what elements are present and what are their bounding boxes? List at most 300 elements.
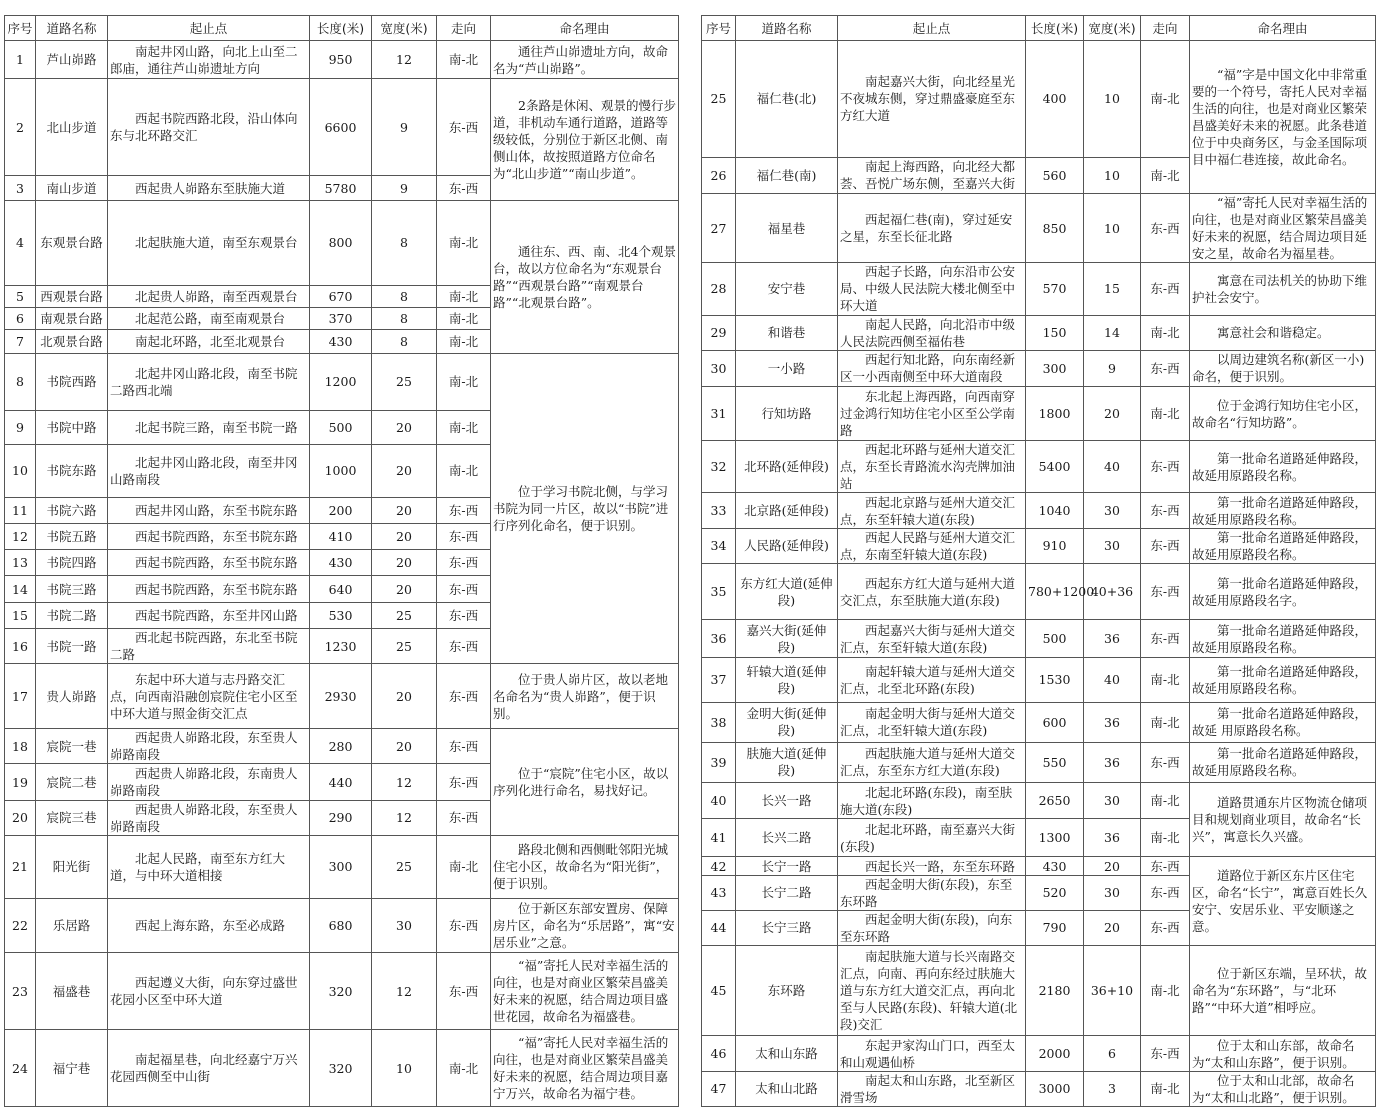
cell-road-name: 福宁巷	[36, 1030, 108, 1107]
cell-length: 430	[310, 550, 372, 576]
cell-route: 西起贵人峁路东至肤施大道	[108, 176, 310, 200]
cell-direction: 南-北	[437, 1030, 491, 1107]
cell-road-name: 福盛巷	[36, 953, 108, 1030]
cell-width: 40	[1084, 441, 1141, 493]
cell-direction: 南-北	[437, 307, 491, 329]
cell-number: 24	[5, 1030, 36, 1107]
cell-route: 东北起上海西路，向西南穿过金鸿行知坊住宅小区至公学南路	[838, 386, 1026, 440]
header-name: 道路名称	[36, 16, 108, 41]
cell-direction: 东-西	[1141, 742, 1190, 782]
cell-number: 20	[5, 800, 36, 835]
table-row	[702, 441, 1376, 493]
cell-direction: 东-西	[1141, 857, 1190, 875]
cell-width: 9	[1084, 350, 1141, 386]
table-row	[5, 729, 679, 764]
cell-width: 20	[372, 445, 437, 498]
cell-route: 西起东方红大道与延州大道交汇点，东至肤施大道(东段)	[838, 563, 1026, 619]
cell-direction: 东-西	[437, 523, 491, 549]
cell-length: 520	[1026, 875, 1084, 910]
cell-naming-reason: 第一批命名道路延伸路段，故延用原路段名称。	[1190, 658, 1376, 702]
cell-naming-reason: 第一批命名道路延伸路段，故延用原路段名字。	[1190, 563, 1376, 619]
cell-naming-reason: 通往东、西、南、北4个观景台，故以方位命名为“东观景台路”“西观景台路”“南观景台路”“北观景台路”。	[491, 200, 679, 354]
cell-number: 3	[5, 176, 36, 200]
cell-number: 10	[5, 445, 36, 498]
road-table-right	[701, 15, 1376, 1107]
table-row	[702, 620, 1376, 658]
page-bottom-margin	[0, 1108, 1390, 1116]
cell-width: 20	[372, 729, 437, 764]
cell-width: 15	[1084, 263, 1141, 315]
cell-length: 320	[310, 953, 372, 1030]
cell-naming-reason: 位于太和山北部，故命名为“太和山北路”，便于识别。	[1190, 1071, 1376, 1106]
table-row	[702, 315, 1376, 350]
cell-route: 南起上海西路，向北经大都荟、吾悦广场东侧，至嘉兴大街	[838, 157, 1026, 193]
cell-direction: 东-西	[437, 764, 491, 800]
cell-width: 8	[372, 200, 437, 285]
cell-direction: 南-北	[1141, 819, 1190, 857]
cell-number: 12	[5, 523, 36, 549]
table-row	[702, 386, 1376, 440]
cell-route: 西起书院西路北段，沿山体向东与北环路交汇	[108, 79, 310, 176]
table-row	[5, 953, 679, 1030]
cell-road-name: 北山步道	[36, 79, 108, 176]
cell-route: 西起贵人峁路北段，东至贵人峁路南段	[108, 800, 310, 835]
cell-number: 6	[5, 307, 36, 329]
cell-number: 30	[702, 350, 736, 386]
cell-width: 20	[1084, 857, 1141, 875]
cell-road-name: 书院中路	[36, 410, 108, 444]
cell-direction: 南-北	[1141, 157, 1190, 193]
cell-naming-reason: 位于“宸院”住宅小区，故以序列化进行命名，易找好记。	[491, 729, 679, 836]
cell-road-name: 书院六路	[36, 497, 108, 523]
cell-length: 790	[1026, 910, 1084, 945]
header-no: 序号	[702, 16, 736, 41]
cell-length: 370	[310, 307, 372, 329]
cell-width: 8	[372, 329, 437, 353]
cell-length: 530	[310, 602, 372, 628]
cell-road-name: 行知坊路	[736, 386, 838, 440]
cell-route: 西起金明大街(东段)，向东至东环路	[838, 910, 1026, 945]
cell-width: 36	[1084, 620, 1141, 658]
cell-number: 35	[702, 563, 736, 619]
cell-direction: 东-西	[1141, 350, 1190, 386]
cell-length: 570	[1026, 263, 1084, 315]
cell-naming-reason: 路段北侧和西侧毗邻阳光城住宅小区，故命名为“阳光街”，便于识别。	[491, 836, 679, 899]
cell-direction: 南-北	[1141, 658, 1190, 702]
cell-number: 5	[5, 285, 36, 307]
cell-road-name: 书院西路	[36, 354, 108, 411]
cell-length: 400	[1026, 41, 1084, 158]
cell-width: 25	[372, 354, 437, 411]
cell-direction: 南-北	[437, 329, 491, 353]
cell-length: 1040	[1026, 493, 1084, 528]
cell-road-name: 南山步道	[36, 176, 108, 200]
cell-length: 680	[310, 898, 372, 953]
cell-route: 东起尹家沟山门口，西至太和山观遇仙桥	[838, 1036, 1026, 1071]
cell-direction: 南-北	[1141, 41, 1190, 158]
cell-naming-reason: 位于贵人峁片区，故以老地名命名为“贵人峁路”，便于识别。	[491, 664, 679, 729]
cell-number: 41	[702, 819, 736, 857]
cell-route: 北起井冈山路北段，南至井冈山路南段	[108, 445, 310, 498]
cell-width: 20	[372, 550, 437, 576]
cell-route: 西起金明大街(东段)，东至东环路	[838, 875, 1026, 910]
table-row	[702, 350, 1376, 386]
cell-direction: 东-西	[1141, 1036, 1190, 1071]
cell-width: 10	[1084, 193, 1141, 262]
table-row	[5, 1030, 679, 1107]
header-width: 宽度(米)	[1084, 16, 1141, 41]
cell-width: 12	[372, 764, 437, 800]
cell-number: 18	[5, 729, 36, 764]
header-reason: 命名理由	[491, 16, 679, 41]
table-row	[702, 193, 1376, 262]
cell-route: 西起遵义大街，向东穿过盛世花园小区至中环大道	[108, 953, 310, 1030]
table-row	[5, 898, 679, 953]
cell-number: 23	[5, 953, 36, 1030]
cell-road-name: 长宁三路	[736, 910, 838, 945]
table-row	[702, 263, 1376, 315]
cell-width: 20	[372, 664, 437, 729]
table-row	[702, 702, 1376, 742]
header-length: 长度(米)	[1026, 16, 1084, 41]
cell-width: 30	[1084, 875, 1141, 910]
cell-route: 西起北京路与延州大道交汇点，东至轩辕大道(东段)	[838, 493, 1026, 528]
cell-number: 36	[702, 620, 736, 658]
cell-naming-reason: 道路位于新区东片区住宅区，命名“长宁”，寓意百姓长久安宁、安居乐业、平安顺遂之意。	[1190, 857, 1376, 945]
cell-length: 1200	[310, 354, 372, 411]
cell-road-name: 福仁巷(北)	[736, 41, 838, 158]
cell-number: 1	[5, 41, 36, 79]
cell-route: 西起书院西路，东至井冈山路	[108, 602, 310, 628]
cell-direction: 南-北	[1141, 783, 1190, 819]
cell-naming-reason: “福”寄托人民对幸福生活的向往，也是对商业区繁荣昌盛美好未来的祝愿，结合周边项目延安之星，故命名为福星巷。	[1190, 193, 1376, 262]
cell-direction: 南-北	[437, 41, 491, 79]
cell-direction: 东-西	[437, 664, 491, 729]
cell-direction: 南-北	[437, 836, 491, 899]
cell-number: 9	[5, 410, 36, 444]
cell-width: 6	[1084, 1036, 1141, 1071]
cell-naming-reason: 道路贯通东片区物流仓储项目和规划商业项目，故命名“长兴”，寓意长久兴盛。	[1190, 783, 1376, 857]
cell-length: 1300	[1026, 819, 1084, 857]
cell-route: 西起井冈山路，东至书院东路	[108, 497, 310, 523]
cell-route: 北起北环路(东段)，南至肤施大道(东段)	[838, 783, 1026, 819]
cell-direction: 东-西	[437, 628, 491, 663]
table-row	[5, 79, 679, 176]
table-row	[702, 1036, 1376, 1071]
header-reason: 命名理由	[1190, 16, 1376, 41]
cell-road-name: 书院五路	[36, 523, 108, 549]
cell-number: 47	[702, 1071, 736, 1106]
cell-route: 南起太和山东路，北至新区滑雪场	[838, 1071, 1026, 1106]
cell-road-name: 南观景台路	[36, 307, 108, 329]
cell-width: 10	[1084, 41, 1141, 158]
cell-width: 30	[1084, 493, 1141, 528]
cell-number: 16	[5, 628, 36, 663]
cell-width: 25	[372, 836, 437, 899]
cell-length: 1800	[1026, 386, 1084, 440]
cell-length: 670	[310, 285, 372, 307]
cell-length: 2180	[1026, 945, 1084, 1036]
table-row	[5, 664, 679, 729]
cell-width: 36+10	[1084, 945, 1141, 1036]
cell-route: 西起贵人峁路北段，东至贵人峁路南段	[108, 729, 310, 764]
cell-road-name: 北环路(延伸段)	[736, 441, 838, 493]
cell-route: 西起长兴一路，东至东环路	[838, 857, 1026, 875]
table-row	[702, 658, 1376, 702]
cell-number: 38	[702, 702, 736, 742]
cell-direction: 南-北	[437, 285, 491, 307]
cell-route: 南起北环路，北至北观景台	[108, 329, 310, 353]
cell-length: 290	[310, 800, 372, 835]
cell-route: 北起肤施大道，南至东观景台	[108, 200, 310, 285]
cell-number: 45	[702, 945, 736, 1036]
cell-direction: 东-西	[437, 497, 491, 523]
cell-road-name: 金明大街(延伸段)	[736, 702, 838, 742]
cell-direction: 南-北	[1141, 702, 1190, 742]
cell-length: 280	[310, 729, 372, 764]
cell-road-name: 福星巷	[736, 193, 838, 262]
cell-road-name: 贵人峁路	[36, 664, 108, 729]
cell-direction: 东-西	[1141, 528, 1190, 563]
cell-length: 1230	[310, 628, 372, 663]
cell-road-name: 长宁二路	[736, 875, 838, 910]
cell-route: 西起书院西路，东至书院东路	[108, 523, 310, 549]
cell-road-name: 轩辕大道(延伸段)	[736, 658, 838, 702]
cell-route: 南起人民路，向北沿市中级人民法院西侧至福佑巷	[838, 315, 1026, 350]
cell-width: 9	[372, 79, 437, 176]
table-row	[5, 200, 679, 285]
cell-direction: 东-西	[437, 800, 491, 835]
cell-direction: 南-北	[1141, 386, 1190, 440]
cell-road-name: 长兴二路	[736, 819, 838, 857]
cell-direction: 东-西	[1141, 563, 1190, 619]
cell-length: 3000	[1026, 1071, 1084, 1106]
cell-route: 南起肤施大道与长兴南路交汇点，向南、再向东经过肤施大道与东方红大道交汇点，再向北至与人民路(东段)、轩辕大道(北段)交汇	[838, 945, 1026, 1036]
cell-road-name: 北京路(延伸段)	[736, 493, 838, 528]
cell-road-name: 宸院一巷	[36, 729, 108, 764]
cell-route: 西北起书院西路，东北至书院二路	[108, 628, 310, 663]
cell-number: 31	[702, 386, 736, 440]
table-row	[5, 354, 679, 411]
cell-width: 36	[1084, 702, 1141, 742]
cell-direction: 东-西	[1141, 620, 1190, 658]
cell-width: 9	[372, 176, 437, 200]
table-row	[702, 1071, 1376, 1106]
cell-road-name: 书院四路	[36, 550, 108, 576]
cell-road-name: 安宁巷	[736, 263, 838, 315]
cell-road-name: 书院一路	[36, 628, 108, 663]
cell-road-name: 书院东路	[36, 445, 108, 498]
header-route: 起止点	[108, 16, 310, 41]
cell-width: 36	[1084, 819, 1141, 857]
cell-naming-reason: 通往芦山峁遗址方向，故命名为“芦山峁路”。	[491, 41, 679, 79]
cell-number: 46	[702, 1036, 736, 1071]
header-name: 道路名称	[736, 16, 838, 41]
cell-width: 12	[372, 800, 437, 835]
header-no: 序号	[5, 16, 36, 41]
cell-route: 西起子长路，向东沿市公安局、中级人民法院大楼北侧至中环大道	[838, 263, 1026, 315]
cell-direction: 东-西	[1141, 910, 1190, 945]
cell-direction: 东-西	[1141, 875, 1190, 910]
cell-naming-reason: 寓意社会和谐稳定。	[1190, 315, 1376, 350]
cell-number: 28	[702, 263, 736, 315]
cell-width: 12	[372, 41, 437, 79]
cell-direction: 南-北	[1141, 1071, 1190, 1106]
cell-number: 37	[702, 658, 736, 702]
cell-route: 南起福星巷，向北经嘉宁万兴花园西侧至中山街	[108, 1030, 310, 1107]
cell-road-name: 嘉兴大街(延伸段)	[736, 620, 838, 658]
cell-width: 14	[1084, 315, 1141, 350]
cell-route: 北起人民路，南至东方红大道，与中环大道相接	[108, 836, 310, 899]
cell-naming-reason: “福”字是中国文化中非常重要的一个符号，寄托人民对幸福生活的向往，也是对商业区繁荣昌盛美好未来的祝愿。此条巷道位于中央商务区，与金圣国际项目中福仁巷连接，故此命名。	[1190, 41, 1376, 194]
cell-route: 北起贵人峁路，南至西观景台	[108, 285, 310, 307]
cell-naming-reason: 寓意在司法机关的协助下维护社会安宁。	[1190, 263, 1376, 315]
cell-length: 320	[310, 1030, 372, 1107]
cell-number: 43	[702, 875, 736, 910]
cell-width: 20	[372, 523, 437, 549]
cell-number: 14	[5, 576, 36, 602]
cell-width: 20	[1084, 386, 1141, 440]
cell-width: 8	[372, 307, 437, 329]
cell-length: 430	[310, 329, 372, 353]
cell-direction: 东-西	[437, 953, 491, 1030]
cell-number: 7	[5, 329, 36, 353]
cell-length: 500	[1026, 620, 1084, 658]
cell-road-name: 福仁巷(南)	[736, 157, 838, 193]
cell-naming-reason: 第一批命名道路延伸路段，故延用原路段名称。	[1190, 493, 1376, 528]
cell-road-name: 东环路	[736, 945, 838, 1036]
cell-number: 22	[5, 898, 36, 953]
cell-road-name: 乐居路	[36, 898, 108, 953]
cell-direction: 东-西	[437, 176, 491, 200]
cell-direction: 东-西	[1141, 441, 1190, 493]
table-header-row	[702, 16, 1376, 41]
cell-length: 910	[1026, 528, 1084, 563]
cell-width: 10	[1084, 157, 1141, 193]
cell-route: 南起金明大街与延州大道交汇点，北至轩辕大道(东段)	[838, 702, 1026, 742]
header-width: 宽度(米)	[372, 16, 437, 41]
cell-naming-reason: 位于太和山东部，故命名为“太和山东路”，便于识别。	[1190, 1036, 1376, 1071]
cell-road-name: 书院二路	[36, 602, 108, 628]
cell-length: 410	[310, 523, 372, 549]
cell-direction: 东-西	[437, 550, 491, 576]
cell-length: 560	[1026, 157, 1084, 193]
cell-length: 200	[310, 497, 372, 523]
cell-length: 1000	[310, 445, 372, 498]
header-direction: 走向	[1141, 16, 1190, 41]
cell-road-name: 长宁一路	[736, 857, 838, 875]
cell-number: 21	[5, 836, 36, 899]
cell-length: 780+1200	[1026, 563, 1084, 619]
cell-route: 西起行知北路，向东南经新区一小西南侧至中环大道南段	[838, 350, 1026, 386]
cell-direction: 东-西	[1141, 263, 1190, 315]
cell-width: 25	[372, 628, 437, 663]
cell-direction: 东-西	[1141, 493, 1190, 528]
cell-naming-reason: 位于学习书院北侧，与学习书院为同一片区，故以“书院”进行序列化命名，便于识别。	[491, 354, 679, 664]
cell-number: 15	[5, 602, 36, 628]
cell-route: 南起井冈山路，向北上山至二郎庙，通往芦山峁遗址方向	[108, 41, 310, 79]
cell-road-name: 太和山北路	[736, 1071, 838, 1106]
header-direction: 走向	[437, 16, 491, 41]
cell-direction: 南-北	[1141, 945, 1190, 1036]
cell-number: 26	[702, 157, 736, 193]
cell-direction: 东-西	[437, 729, 491, 764]
cell-route: 西起福仁巷(南)，穿过延安之星，东至长征北路	[838, 193, 1026, 262]
cell-number: 13	[5, 550, 36, 576]
cell-route: 南起轩辕大道与延州大道交汇点，北至北环路(东段)	[838, 658, 1026, 702]
cell-route: 南起嘉兴大街，向北经星光不夜城东侧，穿过鼎盛豪庭至东方红大道	[838, 41, 1026, 158]
cell-road-name: 阳光街	[36, 836, 108, 899]
cell-naming-reason: 第一批命名道路延伸路段，故延用原路段名称。	[1190, 441, 1376, 493]
cell-length: 430	[1026, 857, 1084, 875]
cell-width: 20	[372, 497, 437, 523]
cell-width: 40	[1084, 658, 1141, 702]
cell-road-name: 书院三路	[36, 576, 108, 602]
table-row	[702, 41, 1376, 158]
cell-width: 30	[1084, 783, 1141, 819]
header-length: 长度(米)	[310, 16, 372, 41]
cell-road-name: 芦山峁路	[36, 41, 108, 79]
cell-width: 30	[1084, 528, 1141, 563]
cell-route: 西起人民路与延州大道交汇点，东南至轩辕大道(东段)	[838, 528, 1026, 563]
cell-length: 800	[310, 200, 372, 285]
cell-road-name: 太和山东路	[736, 1036, 838, 1071]
cell-naming-reason: 第一批命名道路延伸路段，故延 用原路段名称。	[1190, 702, 1376, 742]
cell-width: 40+36	[1084, 563, 1141, 619]
cell-number: 2	[5, 79, 36, 176]
cell-road-name: 宸院三巷	[36, 800, 108, 835]
table-row	[702, 945, 1376, 1036]
cell-road-name: 一小路	[736, 350, 838, 386]
cell-length: 150	[1026, 315, 1084, 350]
cell-naming-reason: 第一批命名道路延伸路段，故延用原路段名称。	[1190, 620, 1376, 658]
table-row	[702, 563, 1376, 619]
cell-route: 北起书院三路，南至书院一路	[108, 410, 310, 444]
cell-length: 2650	[1026, 783, 1084, 819]
cell-route: 西起书院西路，东至书院东路	[108, 576, 310, 602]
cell-road-name: 西观景台路	[36, 285, 108, 307]
cell-direction: 东-西	[437, 898, 491, 953]
cell-length: 5780	[310, 176, 372, 200]
cell-route: 西起贵人峁路北段，东南贵人峁路南段	[108, 764, 310, 800]
cell-number: 11	[5, 497, 36, 523]
cell-route: 北起北环路，南至嘉兴大街(东段)	[838, 819, 1026, 857]
cell-width: 30	[372, 898, 437, 953]
cell-width: 3	[1084, 1071, 1141, 1106]
cell-naming-reason: 位于新区东端，呈环状，故命名为“东环路”，与“北环路”“中环大道”相呼应。	[1190, 945, 1376, 1036]
cell-naming-reason: 2条路是休闲、观景的慢行步道，非机动车通行道路，道路等级较低，分别位于新区北侧、南侧山体，故按照道路方位命名为“北山步道”“南山步道”。	[491, 79, 679, 200]
cell-number: 42	[702, 857, 736, 875]
cell-width: 20	[372, 576, 437, 602]
cell-length: 640	[310, 576, 372, 602]
cell-naming-reason: “福”寄托人民对幸福生活的向往，也是对商业区繁荣昌盛美好未来的祝愿，结合周边项目盛世花园，故命名为福盛巷。	[491, 953, 679, 1030]
cell-direction: 东-西	[1141, 193, 1190, 262]
cell-number: 17	[5, 664, 36, 729]
cell-naming-reason: “福”寄托人民对幸福生活的向往，也是对商业区繁荣昌盛美好未来的祝愿，结合周边项目嘉宁万兴，故命名为福宁巷。	[491, 1030, 679, 1107]
cell-route: 西起北环路与延州大道交汇点，东至长青路流水沟壳牌加油站	[838, 441, 1026, 493]
cell-width: 20	[1084, 910, 1141, 945]
cell-direction: 南-北	[437, 200, 491, 285]
cell-number: 44	[702, 910, 736, 945]
cell-length: 2000	[1026, 1036, 1084, 1071]
cell-direction: 南-北	[1141, 315, 1190, 350]
table-row	[702, 528, 1376, 563]
cell-length: 440	[310, 764, 372, 800]
cell-length: 500	[310, 410, 372, 444]
table-row	[5, 836, 679, 899]
cell-width: 25	[372, 602, 437, 628]
cell-route: 西起上海东路，东至必成路	[108, 898, 310, 953]
